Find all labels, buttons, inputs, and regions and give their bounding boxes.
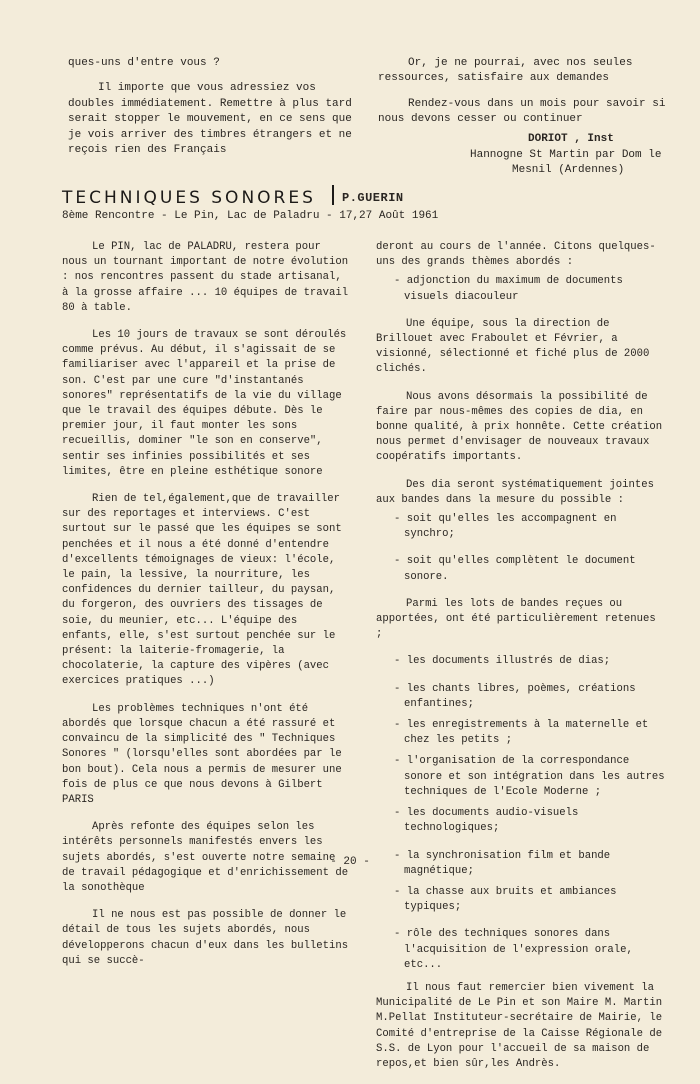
list-item: - soit qu'elles complètent le document sonore. — [394, 555, 636, 583]
list-item: - les documents audio-visuels technologiques; — [394, 807, 579, 835]
paragraph: Le PIN, lac de PALADRU, restera pour nous un tournant important de notre évolution : nos rencontres passent du stade artisanal, à la grosse affaire ... 10 équipes de travail 80 à table. — [62, 241, 349, 314]
list-item: - la chasse aux bruits et ambiances typiques; — [394, 885, 617, 914]
list-item: - l'organisation de la correspondance sonore et son intégration dans les autres techniques de l'Ecole Moderne ; — [394, 755, 665, 798]
list-item: - la synchronisation film et bande magnétique; — [394, 849, 611, 877]
list-item: - adjonction du maximum de documents visuels diacouleur — [394, 275, 623, 303]
right-column — [376, 240, 668, 1084]
list-item: - soit qu'elles les accompagnent en synchro; — [394, 513, 617, 541]
left-column — [62, 240, 352, 981]
top-left-column — [68, 56, 352, 168]
paragraph: Les 10 jours de travaux se sont déroulés comme prévus. Au début, il s'agissait de se familiariser avec l'appareil et la prise de son. C'est par une cure "d'instantanés sonores" représentatifs de la vie du village que le travail des équipes débute. Dès le premier jour, il faut monter les sons recueillis, dominer "le son en conserve", sentir ses infinies possibilités et ses limites, être en pleine esthétique sonore — [62, 329, 347, 478]
paragraph: Or, je ne pourrai, avec nos seules ressources, satisfaire aux demandes — [378, 57, 633, 85]
list-item: - rôle des techniques sonores dans l'acquisition de l'expression orale, etc... — [394, 928, 633, 971]
signature-block — [460, 132, 661, 179]
paragraph: Une équipe, sous la direction de Brillouet avec Fraboulet et Février, a visionné, sélectionné et fiché plus de 2000 clichés. — [376, 317, 650, 376]
top-right-column — [378, 56, 668, 138]
paragraph: Des dia seront systématiquement jointes aux bandes dans la mesure du possible : — [376, 478, 654, 506]
paragraph: Après refonte des équipes selon les intérêts personnels manifestés envers les sujets abordés, s'est ouverte notre semaine de travail pédagogique et d'enrichissement de la sonothèque — [62, 821, 349, 894]
signature-name: DORIOT , Inst — [528, 133, 614, 145]
paragraph: Il nous faut remercier bien vivement la Municipalité de Le Pin et son Maire M. Martin M.Pellat Instituteur-secrétaire de Mairie, le Comité d'entreprise de la Caisse Régionale de S.S. de Lyon pour l'accueil de sa maison de repos,et bien sûr,les Andrès. — [376, 981, 663, 1070]
paragraph: ques-uns d'entre vous ? — [68, 57, 220, 69]
article-author: P.GUERIN — [342, 191, 404, 205]
title-divider — [332, 185, 334, 205]
paragraph: Rendez-vous dans un mois pour savoir si nous devons cesser ou continuer — [378, 97, 666, 126]
list-item: - les chants libres, poèmes, créations enfantines; — [394, 682, 636, 710]
paragraph: Il ne nous est pas possible de donner le détail de tous les sujets abordés, nous développerons chacun d'eux dans les bulletins qui se succè- — [62, 909, 349, 967]
paragraph: Les problèmes techniques n'ont été abordés que lorsque chacun a été rassuré et convaincu de la simplicité des " Techniques Sonores " (lorsqu'elles sont abordées par le bon bout). Cela nous a permis de mesurer une fois de plus ce que nous devons à Gilbert PARIS — [62, 702, 342, 806]
signature-address-line: Mesnil (Ardennes) — [512, 164, 625, 177]
paragraph: Nous avons désormais la possibilité de faire par nous-mêmes des copies de dia, en bonne qualité, à prix honnête. Cette création nous permet d'envisager de nouveaux travaux coopératifs importants. — [376, 390, 663, 464]
article-subtitle: 8ème Rencontre - Le Pin, Lac de Paladru - 17,27 Août 1961 — [62, 210, 439, 222]
paragraph: Rien de tel,également,que de travailler sur des reportages et interviews. C'est surtout sur le passé que les équipes se sont penchées et il nous a été donné d'entendre d'excellents témoignages de vieux: l'école, le pain, la lessive, la nourriture, les confidences du dernier tailleur, du paysan, du forgeron, des ouvriers des tissages de soie, du meunier, etc... L'équipe des enfants, elle, s'est surtout penchée sur le présent: la laiterie-fromagerie, la chocolaterie, la capture des vipères (avec exercices pratiques ...) — [62, 493, 342, 688]
article-title: TECHNIQUES SONORES — [62, 188, 316, 208]
list-item: - les documents illustrés de dias; — [394, 655, 611, 668]
paragraph: Parmi les lots de bandes reçues ou apportées, ont été particulièrement retenues ; — [376, 597, 656, 641]
paragraph: Il importe que vous adressiez vos doubles immédiatement. Remettre à plus tard serait stopper le mouvement, en ce sens que je vois arriver des timbres étrangers et ne reçois rien des Français — [68, 82, 352, 157]
paragraph: deront au cours de l'année. Citons quelques-uns des grands thèmes abordés : — [376, 241, 656, 269]
signature-address-line: Hannogne St Martin par Dom le — [470, 148, 662, 161]
page-number: - 20 - — [330, 856, 370, 868]
list-item: - les enregistrements à la maternelle et chez les petits ; — [394, 719, 649, 747]
